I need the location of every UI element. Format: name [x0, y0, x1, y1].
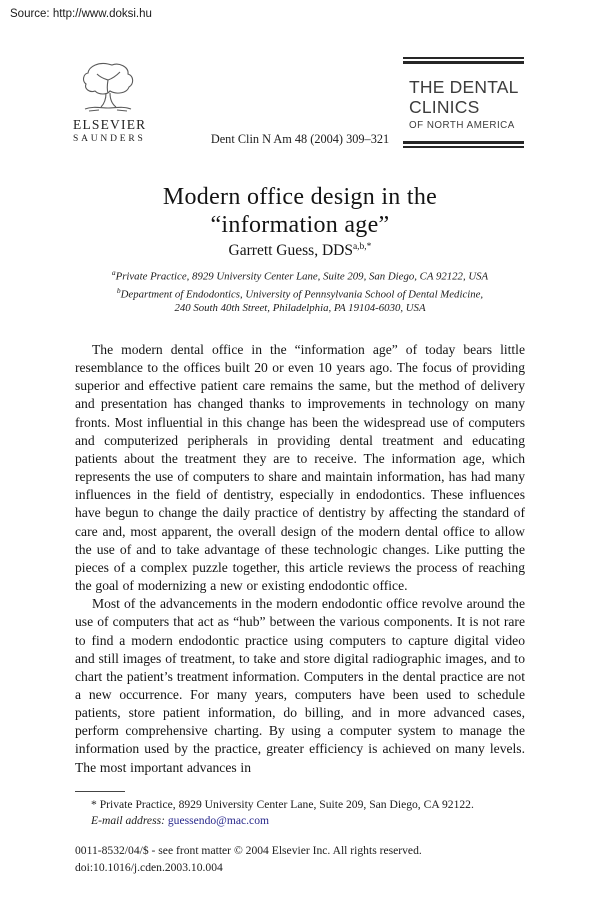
issn-copyright-line: 0011-8532/04/$ - see front matter © 2004 Elsevier Inc. All rights reserved.: [75, 844, 422, 857]
paragraph-1: The modern dental office in the “information age” of today bears little resemblance to the offices built 20 or even 10 years ago. The focus of providing superior and effective patient care remains the same, but the method of delivery and presentation has changed thanks to improvements in technology on many fronts. Most influential in this change has been the widespread use of computers and computerized peripherals in providing dental treatment and educating patients about the treatment they are to receive. The information age, which represents the use of computers to share and maintain information, has had many influences in the field of dentistry, especially in endodontics. These influences have begun to change the daily practice of dentistry by affecting the standard of care and, most apparent, the overall design of the modern dental office to allow the use of and to take advantage of these technologic changes. Like putting the pieces of a complex puzzle together, this article reviews the process of reaching the goal of modernizing a new or existing endodontic office.: [75, 342, 525, 594]
publisher-imprint: SAUNDERS: [73, 134, 146, 144]
banner-line-2: CLINICS: [409, 97, 480, 117]
publisher-name: ELSEVIER: [73, 117, 147, 132]
author-superscript: a,b,*: [352, 242, 372, 252]
footnote-marker: *: [91, 798, 97, 811]
doi-line: doi:10.1016/j.cden.2003.10.004: [75, 860, 223, 874]
affiliation-b-line-2: 240 South 40th Street, Philadelphia, PA 19104-6030, USA: [174, 302, 426, 315]
affiliations: [0, 266, 600, 315]
source-url-label: Source: http://www.doksi.hu: [10, 8, 152, 20]
affiliation-a: [0, 266, 600, 284]
paragraph-2: Most of the advancements in the modern endodontic office revolve around the use of computers that act as “hub” between the various components. It is not rare to find a modern endodontic practice using computers to capture digital video and still images of treatment, to take and store digital radiographic images, and to chart the patient’s treatment information. Computers in the dental practice are not a new occurrence. For many years, computers have been used to schedule patients, store patient information, do billing, and in more advanced cases, perform comprehensive charting. By using a computer system to manage the information used by the practice, greater efficiency is achieved on many levels. The most important advances in: [75, 596, 525, 775]
footnote-email-line: [75, 813, 525, 829]
email-link[interactable]: guessendo@mac.com: [167, 813, 270, 827]
banner-line-3: OF NORTH AMERICA: [409, 120, 515, 131]
footnote-rule: [75, 791, 125, 792]
banner-line-1: THE DENTAL: [409, 77, 519, 97]
affiliation-a-marker: a: [111, 268, 116, 277]
journal-citation: Dent Clin N Am 48 (2004) 309–321: [210, 132, 390, 146]
footnote-text-line: [75, 797, 525, 813]
article-title: [0, 183, 600, 239]
article-title-line-2: “information age”: [210, 212, 390, 238]
journal-banner: [403, 57, 524, 148]
banner-top-rule: [403, 57, 524, 64]
affiliation-a-text: Private Practice, 8929 University Center Lane, Suite 209, San Diego, CA 92122, USA: [115, 270, 489, 283]
affiliation-b: [0, 284, 600, 302]
article-body: [75, 341, 525, 777]
banner-bottom-rule: [403, 141, 524, 148]
footnote: [75, 791, 525, 828]
banner-title: [409, 77, 524, 131]
footnote-text: Private Practice, 8929 University Center Lane, Suite 209, San Diego, CA 92122.: [99, 798, 474, 811]
article-title-line-1: Modern office design in the: [162, 184, 438, 210]
author-name: Garrett Guess, DDS: [228, 242, 353, 260]
elsevier-tree-icon: [79, 60, 137, 116]
email-label: E-mail address:: [91, 813, 165, 827]
affiliation-b-marker: b: [116, 285, 121, 295]
imprint: [75, 843, 535, 876]
author-line: [0, 242, 600, 260]
affiliation-b-text: Department of Endodontics, University of Pennsylvania School of Dental Medicine,: [120, 288, 484, 301]
